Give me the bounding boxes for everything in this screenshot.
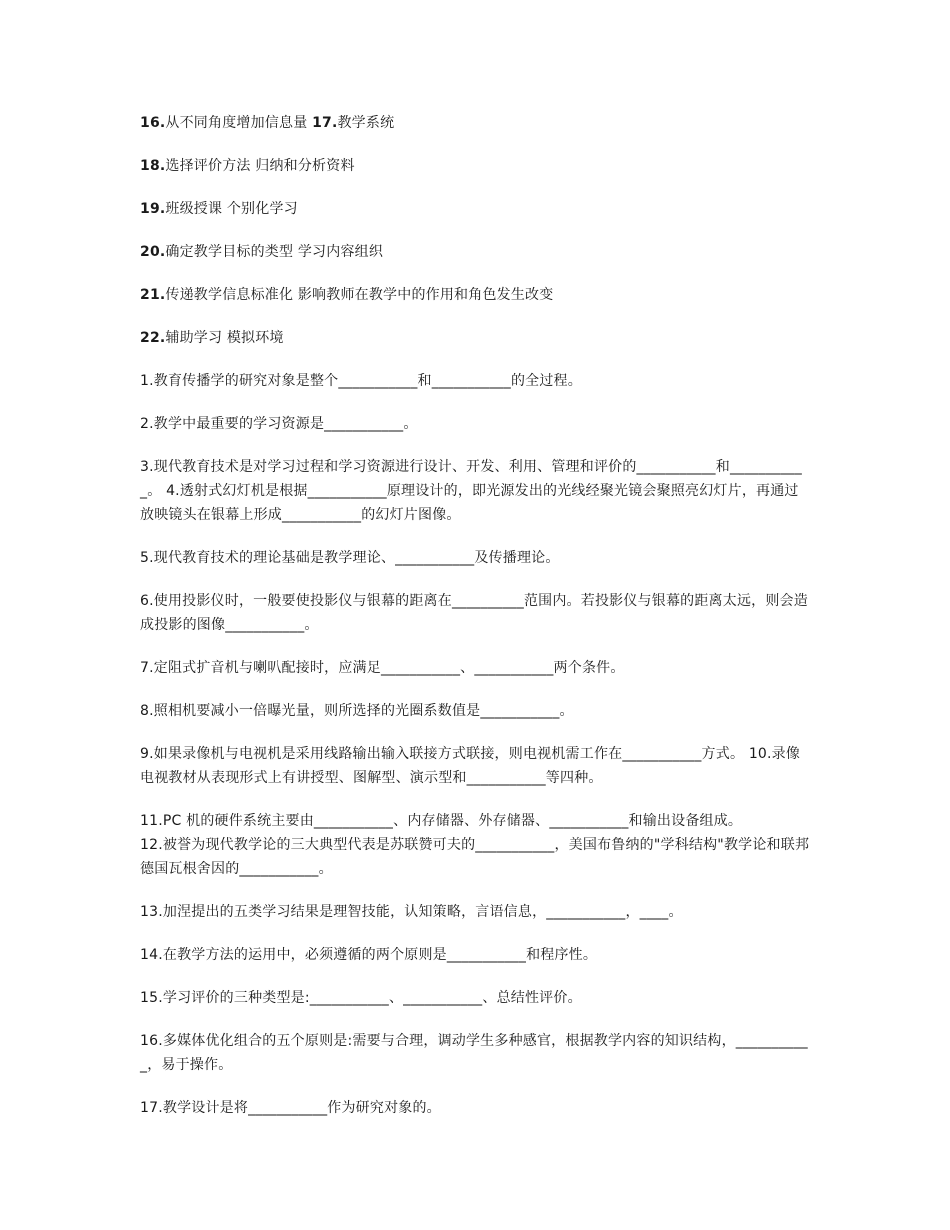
question-1: 1.教育传播学的研究对象是整个___________和___________的全过程。 (140, 373, 582, 389)
question-9-10 (140, 742, 812, 790)
question-12: 12.被誉为现代教学论的三大典型代表是苏联赞可夫的___________，美国布鲁纳的"学科结构"教学论和联邦德国瓦根舍因的___________。 (140, 837, 810, 877)
answer-number: 20. (140, 244, 166, 260)
answer-text: 班级授课 个别化学习 (165, 201, 298, 217)
answer-number: 22. (140, 330, 166, 346)
question-3-4 (140, 455, 812, 527)
question-2: 2.教学中最重要的学习资源是___________。 (140, 416, 418, 432)
question-8: 8.照相机要减小一倍曝光量，则所选择的光圈系数值是___________。 (140, 703, 574, 719)
question-5: 5.现代教育技术的理论基础是教学理论、___________及传播理论。 (140, 550, 560, 566)
question-11: 11.PC 机的硬件系统主要由___________、内存储器、外存储器、___________和输出设备组成。 (140, 813, 743, 829)
question-9: 9.如果录像机与电视机是采用线路输出输入联接方式联接，则电视机需工作在___________方式。 (140, 746, 749, 762)
question-3: 3.现代教育技术是对学习过程和学习资源进行设计、开发、利用、管理和评价的___________和___________。 (140, 459, 802, 499)
answer-number: 16. (140, 115, 166, 131)
answer-number: 17. (312, 115, 338, 131)
answer-number: 19. (140, 201, 166, 217)
answer-text: 传递教学信息标准化 影响教师在教学中的作用和角色发生改变 (165, 287, 554, 303)
answer-text: 确定教学目标的类型 学习内容组织 (165, 244, 384, 260)
question-15: 15.学习评价的三种类型是:___________、___________、总结性评价。 (140, 990, 582, 1006)
question-10: 10.录像电视教材从表现形式上有讲授型、图解型、演示型和___________等四种。 (140, 746, 801, 786)
question-16: 16.多媒体优化组合的五个原则是:需要与合理，调动学生多种感官，根据教学内容的知识结构，___________，易于操作。 (140, 1033, 808, 1073)
question-11-12 (140, 809, 812, 881)
answer-number: 21. (140, 287, 166, 303)
question-4: 4.透射式幻灯机是根据___________原理设计的，即光源发出的光线经聚光镜会聚照亮幻灯片，再通过放映镜头在银幕上形成___________的幻灯片图像。 (140, 483, 799, 523)
question-7: 7.定阻式扩音机与喇叭配接时，应满足___________、___________两个条件。 (140, 660, 625, 676)
question-13: 13.加涅提出的五类学习结果是理智技能，认知策略，言语信息，___________，____。 (140, 904, 683, 920)
answer-line-22 (140, 326, 812, 350)
answer-line-19 (140, 197, 812, 221)
question-17: 17.教学设计是将___________作为研究对象的。 (140, 1100, 441, 1116)
answer-text: 教学系统 (337, 115, 395, 131)
answer-text: 选择评价方法 归纳和分析资料 (165, 158, 355, 174)
answer-line-18 (140, 154, 812, 178)
answer-line-20 (140, 240, 812, 264)
question-6: 6.使用投影仪时，一般要使投影仪与银幕的距离在__________范围内。若投影仪与银幕的距离太远，则会造成投影的图像___________。 (140, 593, 808, 633)
document-page (140, 111, 812, 1139)
answer-text: 从不同角度增加信息量 (165, 115, 313, 131)
question-14: 14.在教学方法的运用中，必须遵循的两个原则是___________和程序性。 (140, 947, 598, 963)
answer-number: 18. (140, 158, 166, 174)
answer-line-16-17 (140, 111, 812, 135)
answer-text: 辅助学习 模拟环境 (165, 330, 284, 346)
answer-line-21 (140, 283, 812, 307)
